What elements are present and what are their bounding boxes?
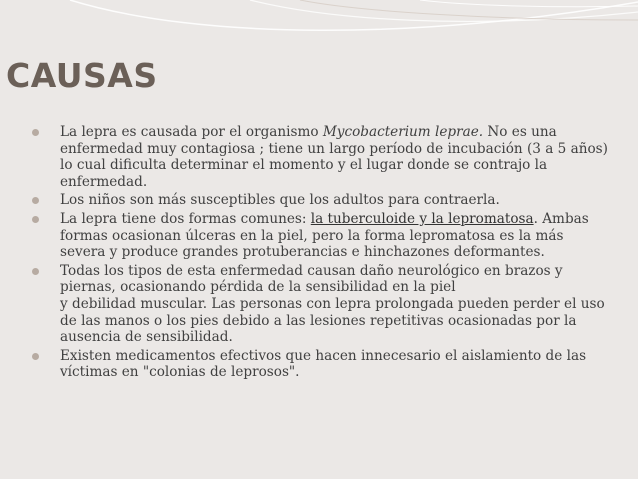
bullet-text-3-post: . Ambas formas ocasionan úlceras en la piel, pero la forma lepromatosa es la más severa y produce grandes protuberancias e hinchazones deformantes. bbox=[60, 210, 589, 261]
bullet-icon bbox=[32, 197, 39, 204]
list-item bbox=[32, 192, 610, 209]
list-item bbox=[32, 211, 610, 261]
organism-name: Mycobacterium leprae. bbox=[322, 124, 484, 140]
bullet-text-2: Los niños son más susceptibles que los adultos para contraerla. bbox=[60, 192, 500, 209]
bullet-icon bbox=[32, 353, 39, 360]
bullet-icon bbox=[32, 129, 39, 136]
bullet-text-4-line2: y debilidad muscular. Las personas con lepra prolongada pueden perder el uso de las manos o los pies debido a las lesiones repetitivas ocasionadas por la ausencia de sensibilidad. bbox=[60, 295, 605, 346]
bullet-text-1-post: No es una enfermedad muy contagiosa ; tiene un largo período de incubación (3 a 5 años) lo cual dificulta determinar el momento y el lugar donde se contrajo la enfermedad. bbox=[60, 124, 608, 190]
bullet-text-1-pre: La lepra es causada por el organismo bbox=[60, 124, 323, 140]
underlined-forms: la tuberculoide y la lepromatosa bbox=[310, 210, 534, 227]
list-item bbox=[32, 124, 610, 190]
bullet-text-3-pre: La lepra tiene dos formas comunes: bbox=[60, 210, 311, 227]
slide-title: CAUSAS bbox=[6, 56, 158, 95]
list-item bbox=[32, 263, 610, 346]
list-item bbox=[32, 348, 610, 381]
bullet-icon bbox=[32, 268, 39, 275]
bullet-text-5: Existen medicamentos efectivos que hacen innecesario el aislamiento de las víctimas en "colonias de leprosos". bbox=[60, 347, 587, 381]
bullet-icon bbox=[32, 216, 39, 223]
bullet-list bbox=[32, 124, 610, 383]
bullet-text-4-line1: Todas los tipos de esta enfermedad causan daño neurológico en brazos y piernas, ocasionando pérdida de la sensibilidad en la piel bbox=[60, 262, 563, 296]
